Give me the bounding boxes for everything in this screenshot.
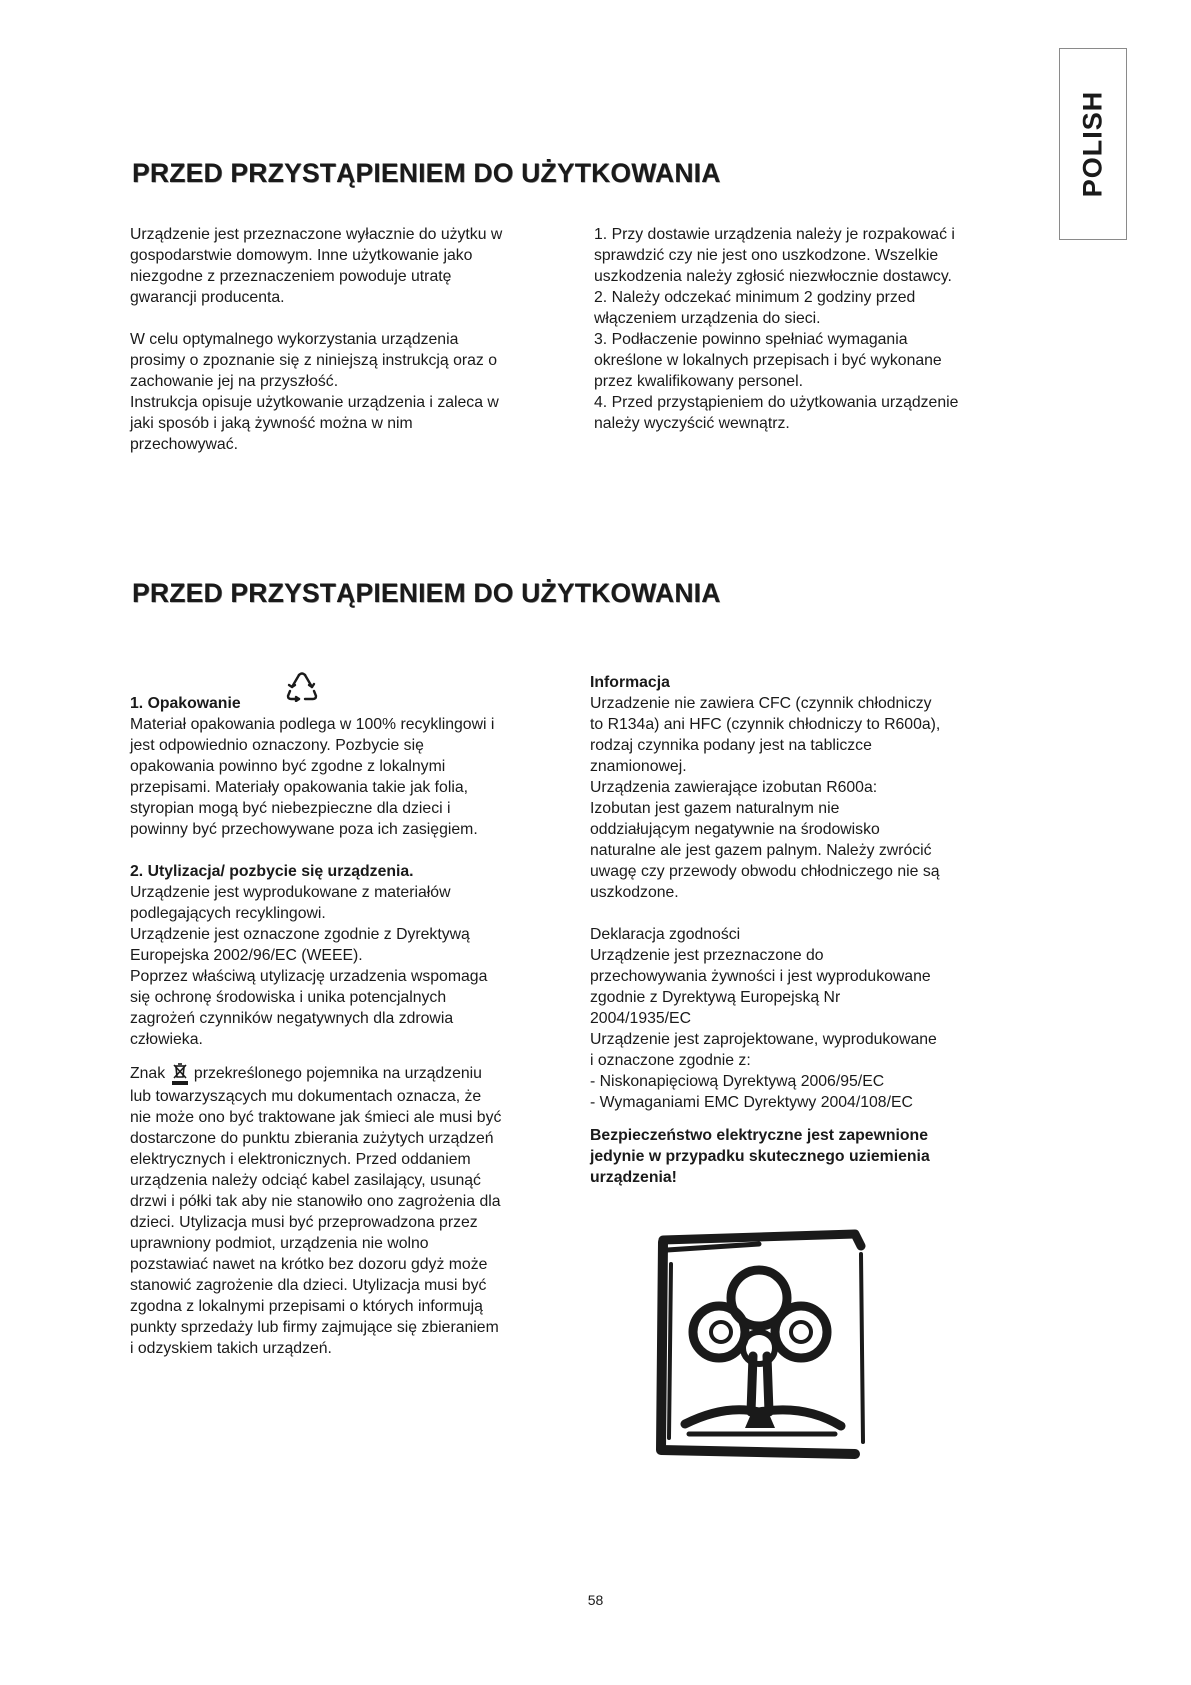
text-line: Urządzenia zawierające izobutan R600a: — [590, 779, 878, 796]
text-line: Urządzenie jest przeznaczone wyłacznie do użytku w — [130, 226, 503, 243]
text-line: uszkodzenia należy zgłosić niezwłocznie dostawcy. — [594, 268, 952, 285]
text-line: urządzenia należy odciąć kabel zasilający, usunąć — [130, 1172, 481, 1189]
text-line — [130, 1062, 580, 1086]
text-line: przez kwalifikowany personel. — [594, 373, 803, 390]
text-line: przechowywania żywności i jest wyprodukowane — [590, 968, 931, 985]
text-line: powinny być przechowywane poza ich zasięgiem. — [130, 821, 478, 838]
text-line: podlegających recyklingowi. — [130, 905, 326, 922]
safety-note: jedynie w przypadku skutecznego uziemienia — [590, 1148, 930, 1165]
text-line: Urzadzenie nie zawiera CFC (czynnik chłodniczy — [590, 695, 932, 712]
text-line: 2. Należy odczekać minimum 2 godziny przed — [594, 289, 916, 306]
text-line: się ochronę środowiska i unika potencjalnych — [130, 989, 447, 1006]
text-line: przepisami. Materiały opakowania takie jak folia, — [130, 779, 469, 796]
text-line: nie może ono być traktowane jak śmieci ale musi być — [130, 1109, 502, 1126]
text-line: gwarancji producenta. — [130, 289, 285, 306]
text-line: Instrukcja opisuje użytkowanie urządzenia i zaleca w — [130, 394, 499, 411]
text-line: Urządzenie jest oznaczone zgodnie z Dyrektywą — [130, 926, 470, 943]
text-line: W celu optymalnego wykorzystania urządzenia — [130, 331, 459, 348]
text-line: opakowania powinno być zgodne z lokalnymi — [130, 758, 446, 775]
text-line: punkty sprzedaży lub firmy zajmujące się zbieraniem — [130, 1319, 499, 1336]
text-line: jaki sposób i jaką żywność można w nim — [130, 415, 413, 432]
text-line: określone w lokalnych przepisach i być wykonane — [594, 352, 942, 369]
section1-left-column — [130, 224, 570, 455]
text-line: - Niskonapięciową Dyrektywą 2006/95/EC — [590, 1073, 885, 1090]
text-line: człowieka. — [130, 1031, 203, 1048]
text-line: zgodna z lokalnymi przepisami o których informują — [130, 1298, 483, 1315]
text-line: niezgodne z przeznaczeniem powoduje utratę — [130, 268, 452, 285]
text-line: lub towarzyszących mu dokumentach oznacza, że — [130, 1088, 482, 1105]
text-line: to R134a) ani HFC (czynnik chłodniczy to R600a), — [590, 716, 941, 733]
text-line: oddziałującym negatywnie na środowisko — [590, 821, 880, 838]
text-line: sprawdzić czy nie jest ono uszkodzone. Wszelkie — [594, 247, 939, 264]
text-line: przechowywać. — [130, 436, 238, 453]
text-line: gospodarstwie domowym. Inne użytkowanie jako — [130, 247, 473, 264]
text-line: należy wyczyścić wewnątrz. — [594, 415, 790, 432]
text-line: pozstawiać nawet na krótko bez dozoru gdyż może — [130, 1256, 488, 1273]
text-line: stanowić zagrożenie dla dzieci. Utylizacja musi być — [130, 1277, 487, 1294]
language-tab — [1059, 48, 1127, 240]
page-number: 58 — [587, 1592, 604, 1608]
text-line: Poprzez właściwą utylizację urzadzenia wspomaga — [130, 968, 488, 985]
text-line: rodzaj czynnika podany jest na tabliczce — [590, 737, 872, 754]
text-line: i odzyskiem takich urządzeń. — [130, 1340, 332, 1357]
crossed-bin-icon — [170, 1062, 190, 1086]
text-line: - Wymaganiami EMC Dyrektywy 2004/108/EC — [590, 1094, 913, 1111]
section2-right-column — [590, 672, 1040, 1188]
text-line: uprawniony podmiot, urządzenia nie wolno — [130, 1235, 429, 1252]
text-line: prosimy o zpoznanie się z niniejszą instrukcją oraz o — [130, 352, 498, 369]
text-line: naturalne ale jest gazem palnym. Należy zwrócić — [590, 842, 932, 859]
text-line: uszkodzone. — [590, 884, 679, 901]
text-line: dzieci. Utylizacja musi być przeprowadzona przez — [130, 1214, 478, 1231]
text-line: zachowanie jej na przyszłość. — [130, 373, 339, 390]
language-label: POLISH — [1077, 90, 1108, 198]
packaging-heading: 1. Opakowanie — [130, 695, 241, 712]
text-line: Materiał opakowania podlega w 100% recyklingowi i — [130, 716, 495, 733]
text-line: i oznaczone zgodnie z: — [590, 1052, 751, 1069]
text-line: 1. Przy dostawie urządzenia należy je rozpakować i — [594, 226, 955, 243]
section2-left-column — [130, 693, 580, 1359]
text-line: znamionowej. — [590, 758, 687, 775]
text-line: Urządzenie jest wyprodukowane z materiałów — [130, 884, 451, 901]
text-line: jest odpowiednio oznaczony. Pozbycie się — [130, 737, 424, 754]
text-line: drzwi i półki tak aby nie stanowiło ono zagrożenia dla — [130, 1193, 501, 1210]
text-line: Izobutan jest gazem naturalnym nie — [590, 800, 840, 817]
text-line: elektrycznych i elektronicznych. Przed oddaniem — [130, 1151, 471, 1168]
declaration-heading: Deklaracja zgodności — [590, 926, 741, 943]
text-fragment: przekreślonego pojemnika na urządzeniu — [193, 1065, 482, 1083]
text-line: dostarczone do punktu zbierania zużytych urządzeń — [130, 1130, 494, 1147]
section1-right-column — [594, 224, 1034, 434]
text-fragment: Znak — [130, 1065, 166, 1083]
text-line: 2004/1935/EC — [590, 1010, 692, 1027]
text-line: 3. Podłaczenie powinno spełniać wymagania — [594, 331, 908, 348]
text-line: Europejska 2002/96/EC (WEEE). — [130, 947, 363, 964]
info-heading: Informacja — [590, 674, 670, 691]
section2-title: PRZED PRZYSTĄPIENIEM DO UŻYTKOWANIA — [132, 578, 721, 608]
safety-note: Bezpieczeństwo elektryczne jest zapewnione — [590, 1127, 928, 1144]
text-line: włączeniem urządzenia do sieci. — [594, 310, 821, 327]
text-line: 4. Przed przystąpieniem do użytkowania urządzenie — [594, 394, 959, 411]
text-line: zagrożeń czynników negatywnych dla zdrowia — [130, 1010, 454, 1027]
text-line: Urządzenie jest zaprojektowane, wyprodukowane — [590, 1031, 937, 1048]
disposal-heading: 2. Utylizacja/ pozbycie się urządzenia. — [130, 863, 414, 880]
section1-title: PRZED PRZYSTĄPIENIEM DO UŻYTKOWANIA — [132, 158, 721, 188]
eco-tree-logo-icon — [655, 1228, 871, 1460]
safety-note: urządzenia! — [590, 1169, 677, 1186]
text-line: uwagę czy przewody obwodu chłodniczego nie są — [590, 863, 940, 880]
text-line: styropian mogą być niebezpieczne dla dzieci i — [130, 800, 451, 817]
text-line: zgodnie z Dyrektywą Europejską Nr — [590, 989, 841, 1006]
text-line: Urządzenie jest przeznaczone do — [590, 947, 824, 964]
